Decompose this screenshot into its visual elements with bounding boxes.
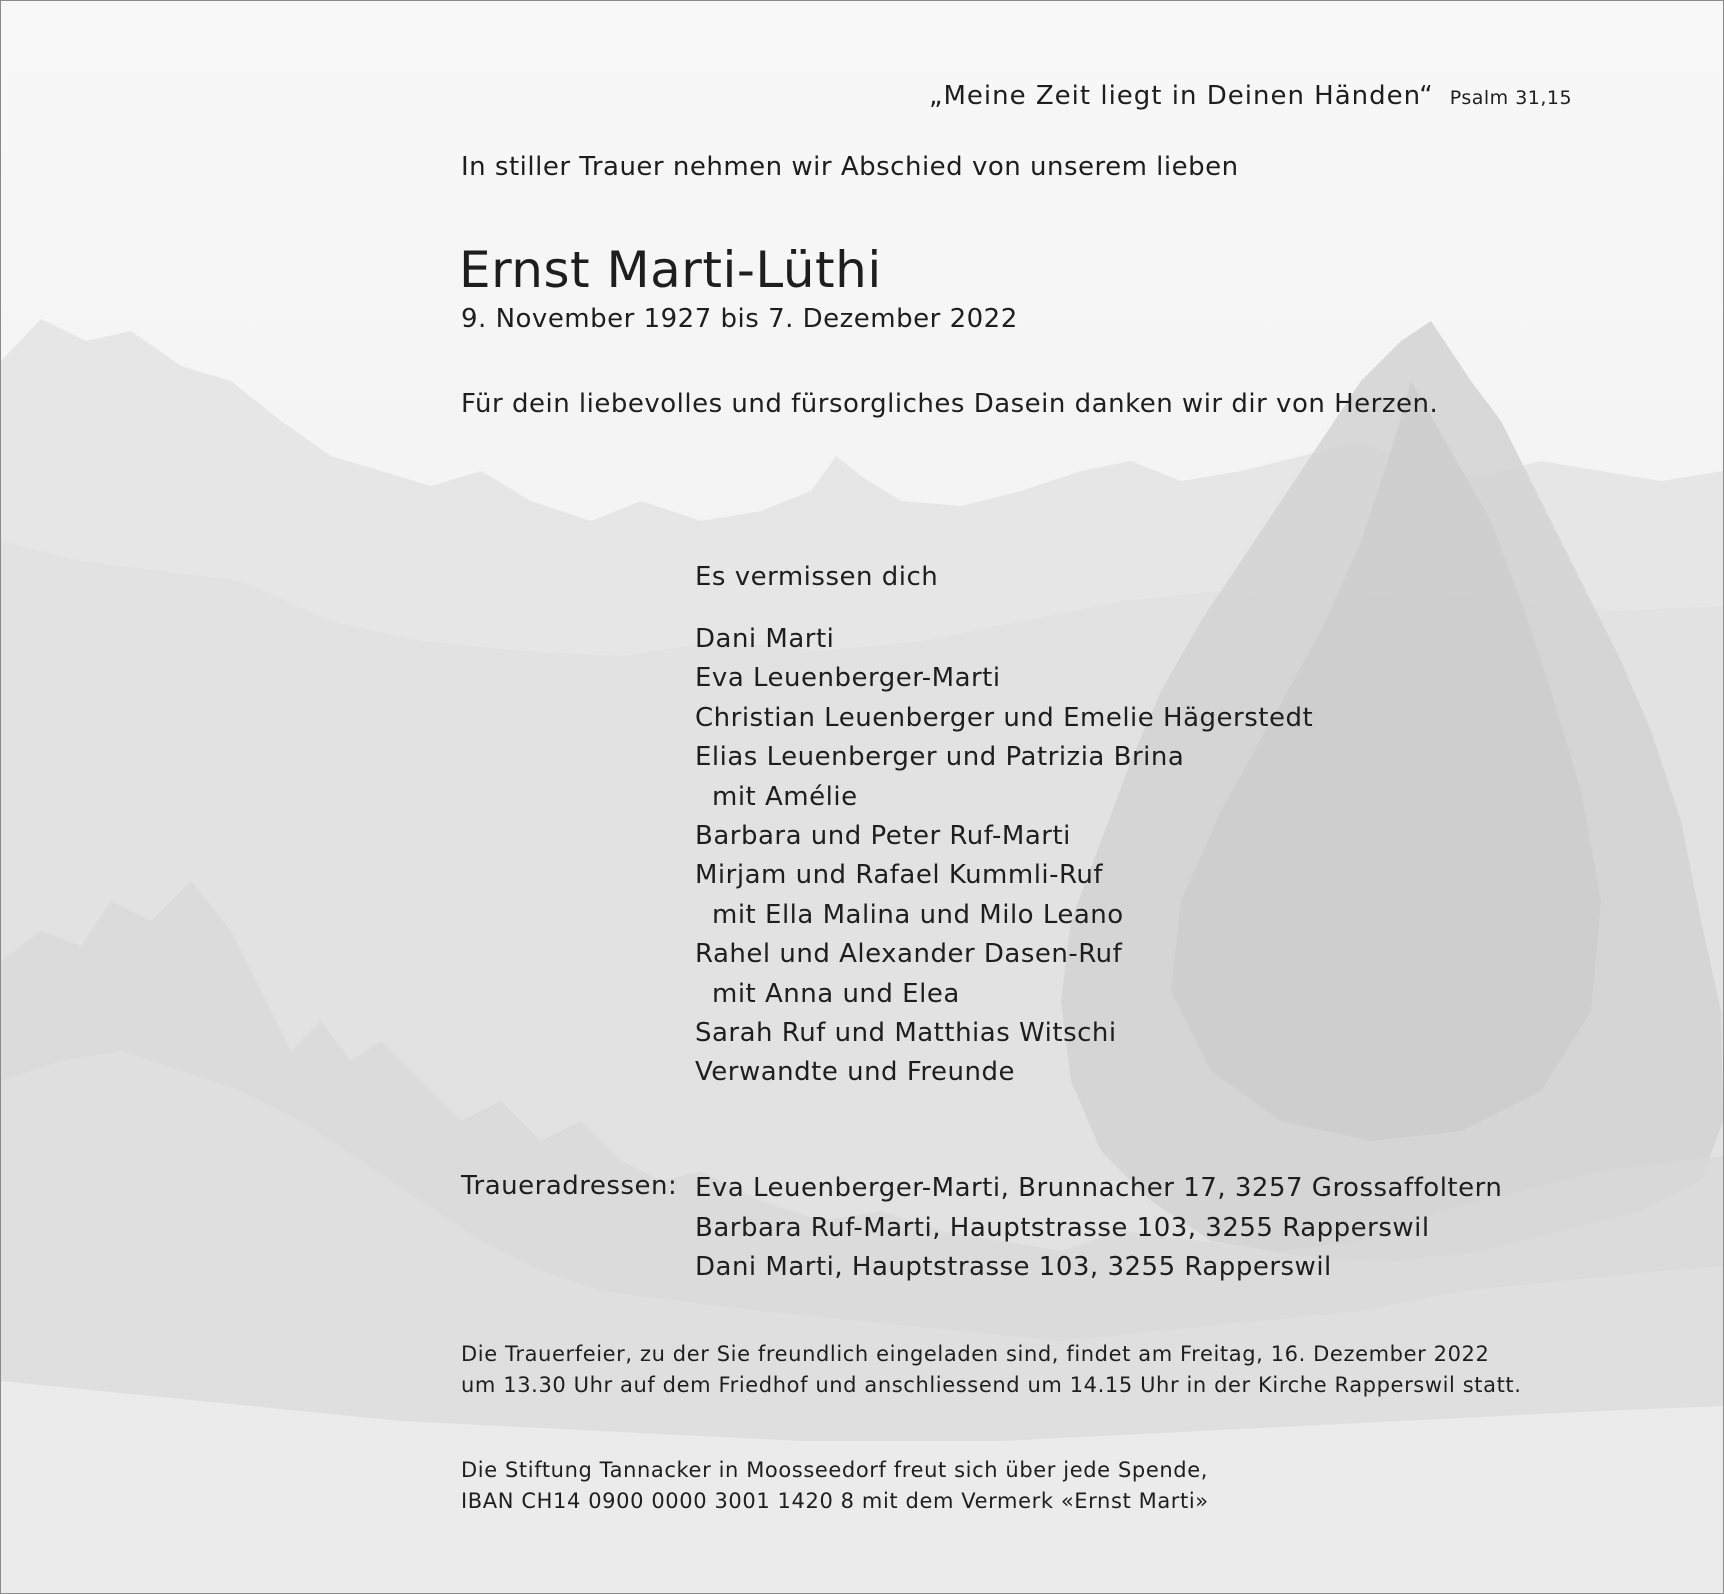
intro-text: In stiller Trauer nehmen wir Abschied von unserem lieben <box>461 152 1239 182</box>
life-dates: 9. November 1927 bis 7. Dezember 2022 <box>461 304 1018 334</box>
mourner-line: Mirjam und Rafael Kummli-Ruf <box>695 860 1104 891</box>
mourner-line: Verwandte und Freunde <box>695 1057 1015 1088</box>
bible-quote <box>929 81 1572 111</box>
addresses-list <box>695 1169 1502 1288</box>
mourners-list <box>695 620 1313 1093</box>
mourner-line: Elias Leuenberger und Patrizia Brina <box>695 742 1185 773</box>
thanks-text: Für dein liebevolles und fürsorgliches Dasein danken wir dir von Herzen. <box>461 389 1439 419</box>
mourner-line: mit Ella Malina und Milo Leano <box>712 899 1124 930</box>
mourners-heading: Es vermissen dich <box>695 562 939 592</box>
deceased-name: Ernst Marti-Lüthi <box>459 241 882 299</box>
mourner-line: Christian Leuenberger und Emelie Hägerstedt <box>695 702 1314 733</box>
donation-line: IBAN CH14 0900 0000 3001 1420 8 mit dem Vermerk «Ernst Marti» <box>461 1489 1209 1513</box>
mourner-line: mit Anna und Elea <box>712 978 960 1009</box>
ceremony-line: Die Trauerfeier, zu der Sie freundlich eingeladen sind, findet am Freitag, 16. Dezember 2022 <box>461 1342 1490 1366</box>
address-line: Barbara Ruf-Marti, Hauptstrasse 103, 3255 Rapperswil <box>695 1212 1430 1243</box>
donation-line: Die Stiftung Tannacker in Moosseedorf freut sich über jede Spende, <box>461 1458 1208 1482</box>
mourner-line: Rahel und Alexander Dasen-Ruf <box>695 939 1123 970</box>
mourner-line: Sarah Ruf und Matthias Witschi <box>695 1017 1117 1048</box>
ceremony-info <box>461 1339 1522 1401</box>
mourner-line: Barbara und Peter Ruf-Marti <box>695 820 1071 851</box>
address-line: Dani Marti, Hauptstrasse 103, 3255 Rapperswil <box>695 1252 1332 1282</box>
donation-info <box>461 1455 1209 1517</box>
mourner-line: Dani Marti <box>695 624 835 654</box>
mourner-line: Eva Leuenberger-Marti <box>695 663 1001 694</box>
quote-text: „Meine Zeit liegt in Deinen Händen“ <box>929 81 1434 111</box>
address-line: Eva Leuenberger-Marti, Brunnacher 17, 3257 Grossaffoltern <box>695 1173 1503 1203</box>
mourner-line: mit Amélie <box>712 781 858 812</box>
quote-source: Psalm 31,15 <box>1449 87 1573 109</box>
ceremony-line: um 13.30 Uhr auf dem Friedhof und anschliessend um 14.15 Uhr in der Kirche Rapperswil statt. <box>461 1373 1522 1397</box>
addresses-label: Traueradressen: <box>461 1171 678 1201</box>
